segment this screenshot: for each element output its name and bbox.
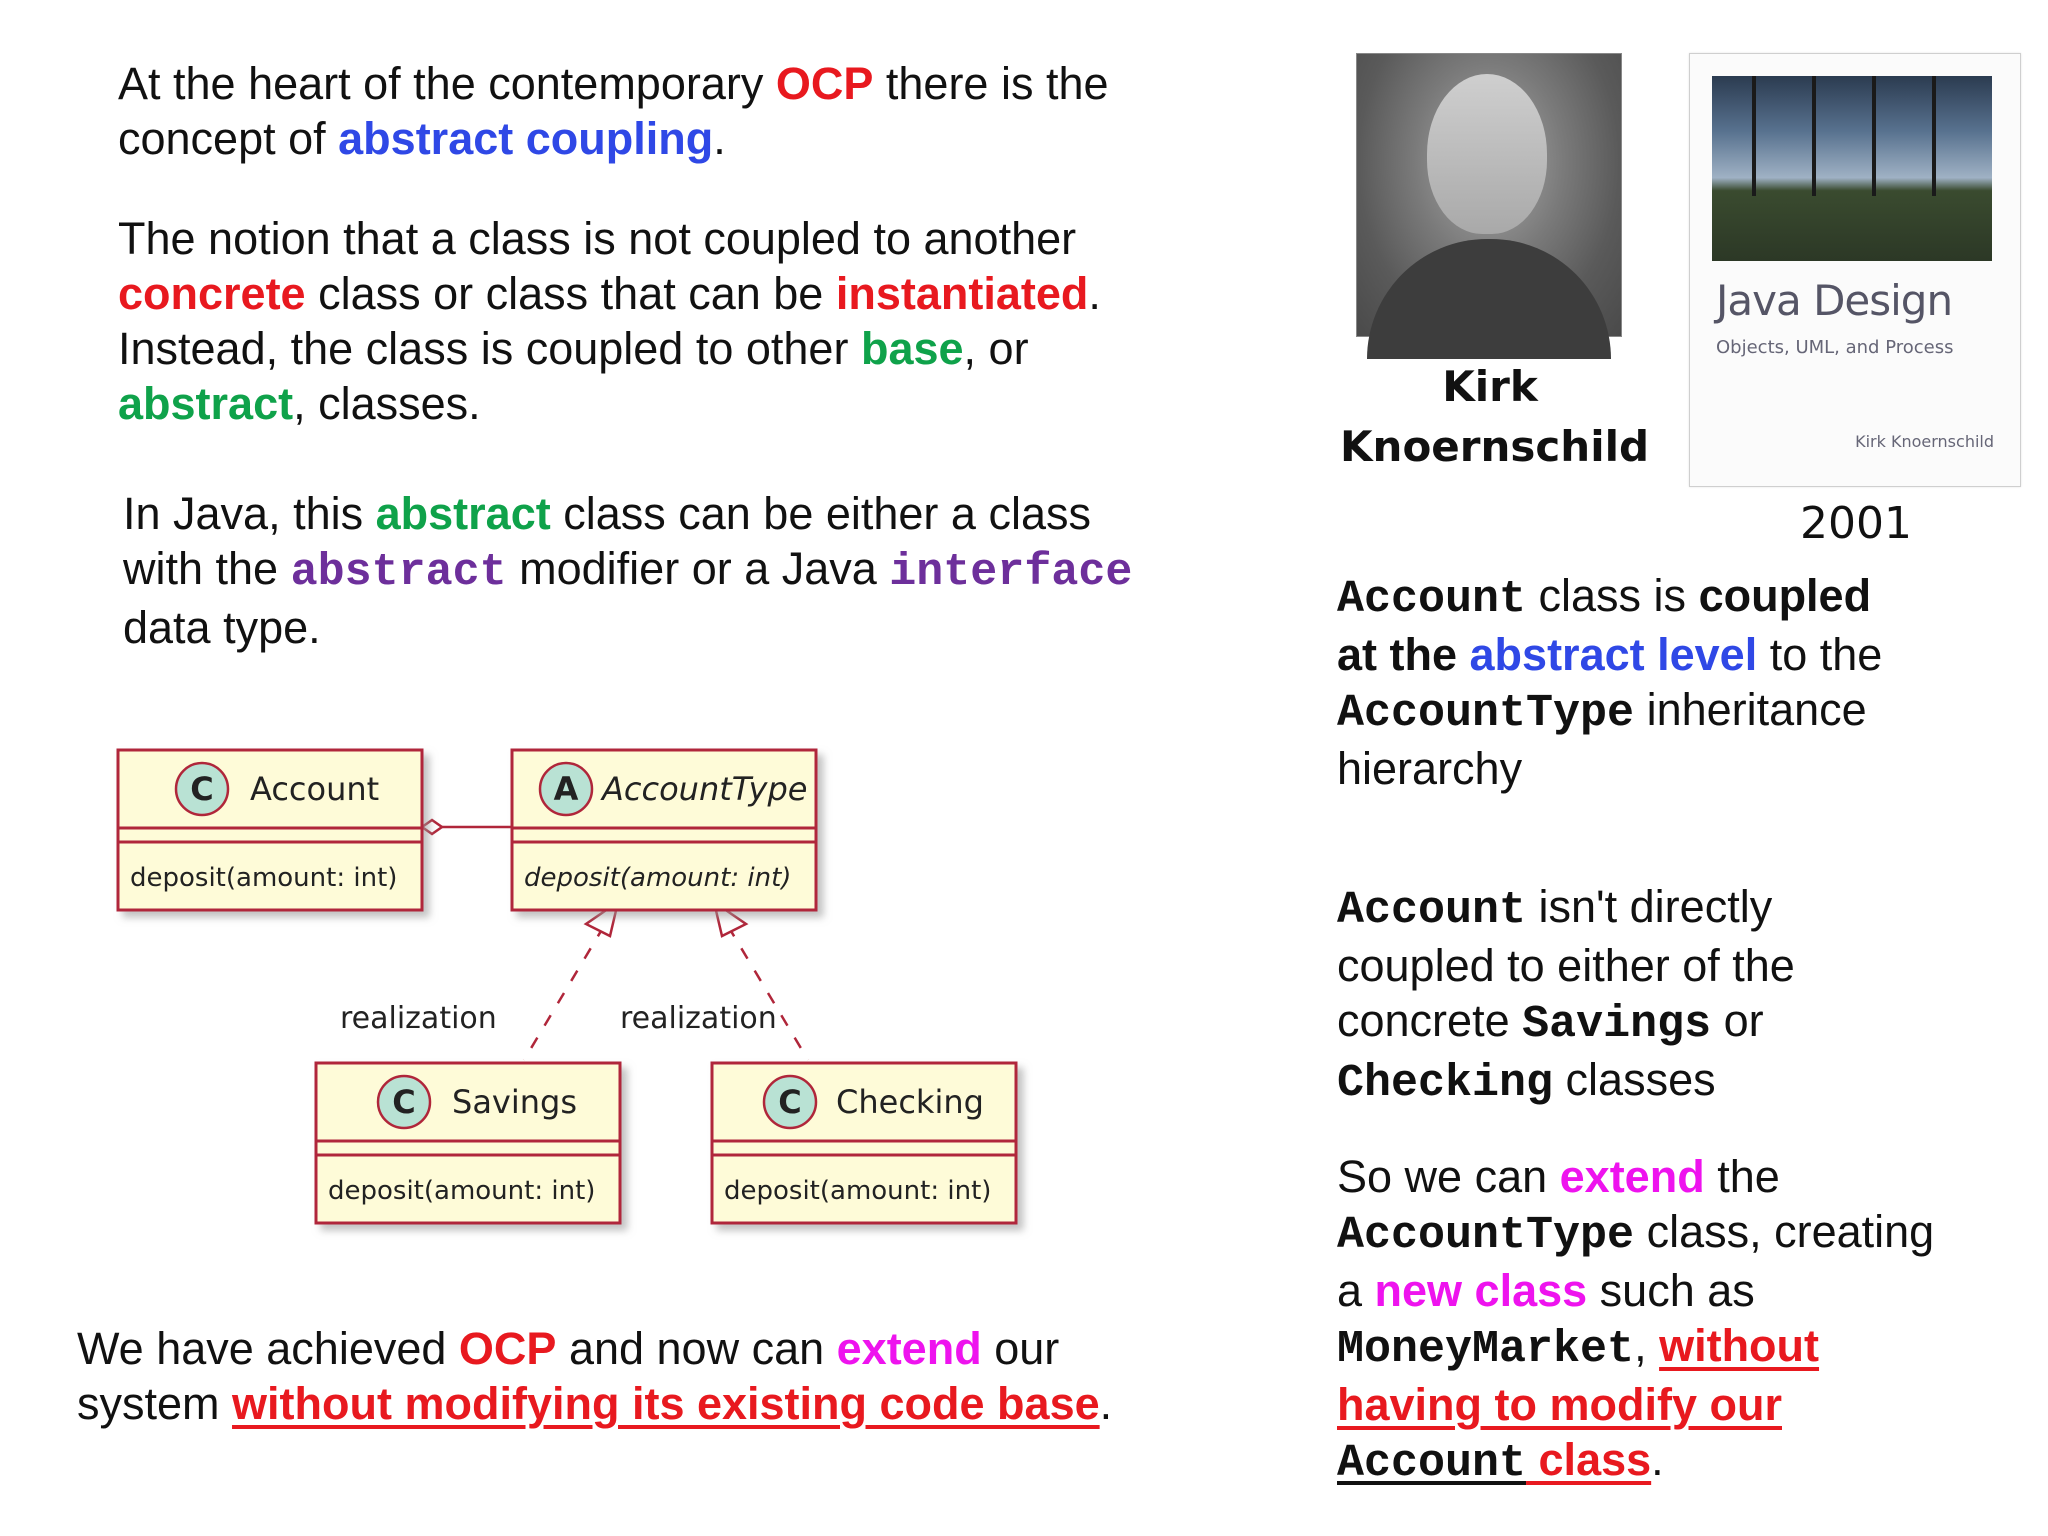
- extend-term: extend: [1559, 1151, 1705, 1202]
- realization-arrow-checking: [714, 902, 808, 1060]
- moneymarket-code: MoneyMarket: [1337, 1324, 1635, 1375]
- abstract-coupling-term: abstract coupling: [338, 113, 714, 164]
- right-paragraph-2: [1337, 879, 1897, 1111]
- ocp-term: OCP: [775, 58, 874, 109]
- realization-label-left: realization: [340, 1001, 497, 1036]
- interface-keyword: interface: [889, 547, 1133, 598]
- abstract-level-term: abstract level: [1469, 629, 1758, 680]
- right-text: So we can: [1337, 1151, 1560, 1202]
- abstract-term: abstract: [375, 488, 551, 539]
- right-text: the: [1704, 1151, 1780, 1202]
- notion-text: class or class that can be: [305, 268, 836, 319]
- right-paragraph-1: [1337, 568, 1897, 796]
- author-last-name: Knoernschild: [1340, 422, 1650, 471]
- checking-method: deposit(amount: int): [724, 1176, 992, 1206]
- java-note-text: class can be either a class with the: [123, 488, 1091, 594]
- accounttype-code: AccountType: [1337, 688, 1635, 739]
- right-text: class, creating a: [1337, 1206, 1935, 1316]
- conclusion-text: .: [1099, 1378, 1113, 1429]
- concrete-term: concrete: [118, 268, 306, 319]
- ocp-term: OCP: [458, 1323, 557, 1374]
- java-note-text: modifier or a Java: [506, 543, 890, 594]
- accounttype-code: AccountType: [1337, 1210, 1635, 1261]
- right-text: or: [1711, 995, 1764, 1046]
- notion-text: , or: [963, 323, 1029, 374]
- notion-text: The notion that a class is not coupled to another: [118, 213, 1077, 264]
- notion-text: . Instead, the class is coupled to other: [118, 268, 1101, 374]
- coupled-phrase: coupled at the: [1337, 570, 1872, 680]
- extend-term: extend: [836, 1323, 982, 1374]
- notion-text: , classes.: [293, 378, 481, 429]
- right-text: .: [1651, 1434, 1664, 1485]
- conclusion-text: our system: [77, 1323, 1060, 1429]
- conclusion-text: We have achieved: [77, 1323, 459, 1374]
- author-name: [1340, 357, 1650, 477]
- right-text: such as: [1587, 1265, 1755, 1316]
- checking-class-name: Checking: [836, 1083, 984, 1121]
- book-title: Java Design: [1716, 276, 1953, 325]
- conclusion-text: and now can: [556, 1323, 837, 1374]
- accounttype-method: deposit(amount: int): [524, 863, 792, 893]
- class-stereotype-letter: C: [392, 1083, 416, 1121]
- aggregation-connector: [422, 820, 512, 834]
- savings-class-name: Savings: [452, 1083, 578, 1121]
- class-word: class: [1526, 1434, 1652, 1485]
- right-text: ,: [1634, 1320, 1660, 1371]
- without-modify-phrase: without having to modify our: [1337, 1320, 1820, 1430]
- checking-code: Checking: [1337, 1058, 1554, 1109]
- without-modifying-phrase: without modifying its existing code base: [232, 1378, 1100, 1429]
- book-cover-image: [1712, 76, 1992, 261]
- conclusion-paragraph: [77, 1321, 1177, 1431]
- right-paragraph-3: [1337, 1149, 1957, 1491]
- realization-arrow-savings: [524, 902, 618, 1060]
- right-text: isn't directly coupled to either of the concrete: [1337, 881, 1795, 1046]
- book-subtitle: Objects, UML, and Process: [1716, 337, 1954, 358]
- accounttype-class-name: AccountType: [602, 770, 808, 808]
- uml-class-diagram: [100, 730, 1060, 1250]
- account-code: Account: [1337, 1438, 1527, 1489]
- abstract-keyword: abstract: [290, 547, 507, 598]
- java-note-paragraph: [123, 486, 1183, 655]
- class-stereotype-letter: C: [190, 770, 214, 808]
- author-first-name: Kirk: [1442, 362, 1538, 411]
- intro-text: there is the: [873, 58, 1109, 109]
- intro-text: At the heart of the contemporary: [118, 58, 776, 109]
- account-code: Account: [1337, 574, 1527, 625]
- savings-code: Savings: [1522, 999, 1712, 1050]
- intro-text: .: [713, 113, 726, 164]
- class-stereotype-letter: C: [778, 1083, 802, 1121]
- abstract-term: abstract: [118, 378, 294, 429]
- book-cover: [1689, 53, 2021, 487]
- right-text: to the: [1757, 629, 1883, 680]
- author-photo: [1356, 53, 1622, 337]
- book-author: Kirk Knoernschild: [1855, 432, 1994, 451]
- realization-label-right: realization: [620, 1001, 777, 1036]
- intro-paragraph: [118, 56, 1208, 166]
- right-text: class is: [1526, 570, 1699, 621]
- savings-method: deposit(amount: int): [328, 1176, 596, 1206]
- notion-paragraph: [118, 211, 1158, 431]
- base-term: base: [860, 323, 964, 374]
- book-year: 2001: [1800, 498, 1912, 549]
- instantiated-term: instantiated: [835, 268, 1089, 319]
- right-text: inheritance hierarchy: [1337, 684, 1867, 794]
- intro-text: concept of: [118, 113, 339, 164]
- abstract-stereotype-letter: A: [553, 770, 579, 808]
- account-method: deposit(amount: int): [130, 863, 398, 893]
- account-class-name: Account: [250, 770, 380, 808]
- java-note-text: In Java, this: [123, 488, 376, 539]
- java-note-text: data type.: [123, 602, 321, 653]
- right-text: classes: [1553, 1054, 1716, 1105]
- account-code: Account: [1337, 885, 1527, 936]
- new-class-term: new class: [1374, 1265, 1588, 1316]
